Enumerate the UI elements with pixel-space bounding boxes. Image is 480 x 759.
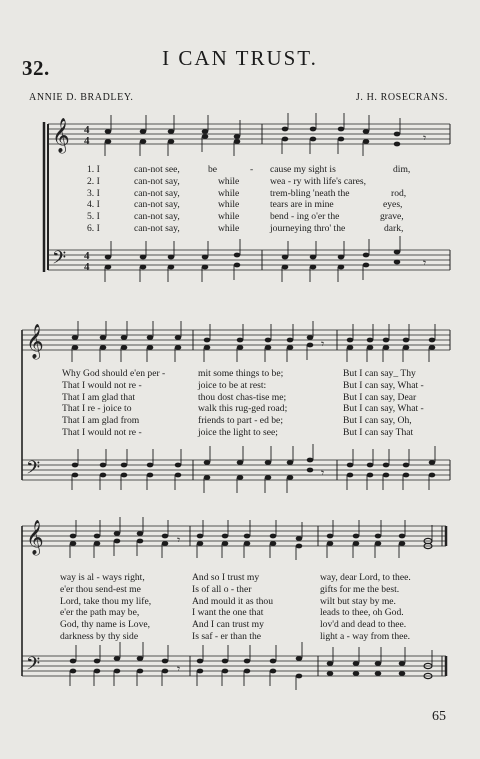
hymn-number: 32. [22,56,50,80]
lyric-line: darkness by thy side Is saf - er than the light a - way from thee. [60,630,411,642]
lyric-line: Lord, take thou my life, And mould it as thou wilt but stay by me. [60,595,396,607]
lyric-line: That I am glad from friends to part - ed be; But I can say, Oh, [62,415,412,427]
lyric-line: 2. I can-not say, while wea - ry with life's cares, [87,175,367,187]
bass-clef: 𝄢 [26,653,41,678]
time-signature: 4 [84,124,90,136]
composer-credit: J. H. ROSECRANS. [355,92,448,103]
lyric-line: 3. I can-not say, while trem-bling 'neath the rod, [87,187,407,199]
lyric-line: That I re - joice to walk this rug-ged road; But I can say, What - [62,403,424,415]
svg-text:4: 4 [84,135,90,147]
bass-clef: 𝄢 [52,247,67,272]
lyric-line: Why God should e'en per - mit some things to be; But I can say_ Thy [62,368,416,379]
lyric-line: That I would not re - joice to be at rest: But I can say, What - [62,379,424,391]
lyrics-system-2 [0,368,480,439]
bass-clef: 𝄢 [26,457,41,482]
hymn-title: I CAN TRUST. [162,46,318,70]
lyric-line: e'er thou send-est me Is of all o - ther gifts for me the best. [60,583,400,595]
lyric-line: 4. I can-not say, while tears are in mine eyes, [87,199,403,211]
lyric-line: That I would not re - joice the light to see; But I can say That [62,426,414,438]
author-credit: ANNIE D. BRADLEY. [29,92,134,103]
lyric-line: e'er the path may be, I want the one that leads to thee, oh God. [60,607,404,619]
lyrics-system-1 [0,164,480,235]
treble-clef: 𝄞 [26,521,44,554]
treble-clef: 𝄞 [52,119,70,152]
lyric-line: God, thy name is Love, And I can trust my lov'd and dead to thee. [60,619,407,631]
lyric-line: 1. I can-not see, be - cause my sight is dim, [87,164,411,175]
svg-text:4: 4 [84,261,90,273]
lyric-line: 5. I can-not say, while bend - ing o'er the grave, [87,211,404,223]
lyric-line: That I am glad that thou dost chas-tise me; But I can say, Dear [62,391,417,403]
lyrics-system-3 [0,572,480,643]
svg-text:𝄾: 𝄾 [321,466,325,480]
svg-text:𝄾: 𝄾 [177,662,181,676]
svg-text:𝄾: 𝄾 [177,533,181,547]
svg-text:𝄾: 𝄾 [423,131,427,145]
treble-clef: 𝄞 [26,325,44,358]
lyric-line: 6. I can-not say, while journeying thro' the dark, [87,222,404,234]
lyric-line: way is al - ways right, And so I trust my way, dear Lord, to thee. [60,572,411,583]
page-number: 65 [432,709,446,724]
svg-text:4: 4 [84,250,90,262]
svg-text:𝄾: 𝄾 [321,337,325,351]
svg-text:𝄾: 𝄾 [423,256,427,270]
